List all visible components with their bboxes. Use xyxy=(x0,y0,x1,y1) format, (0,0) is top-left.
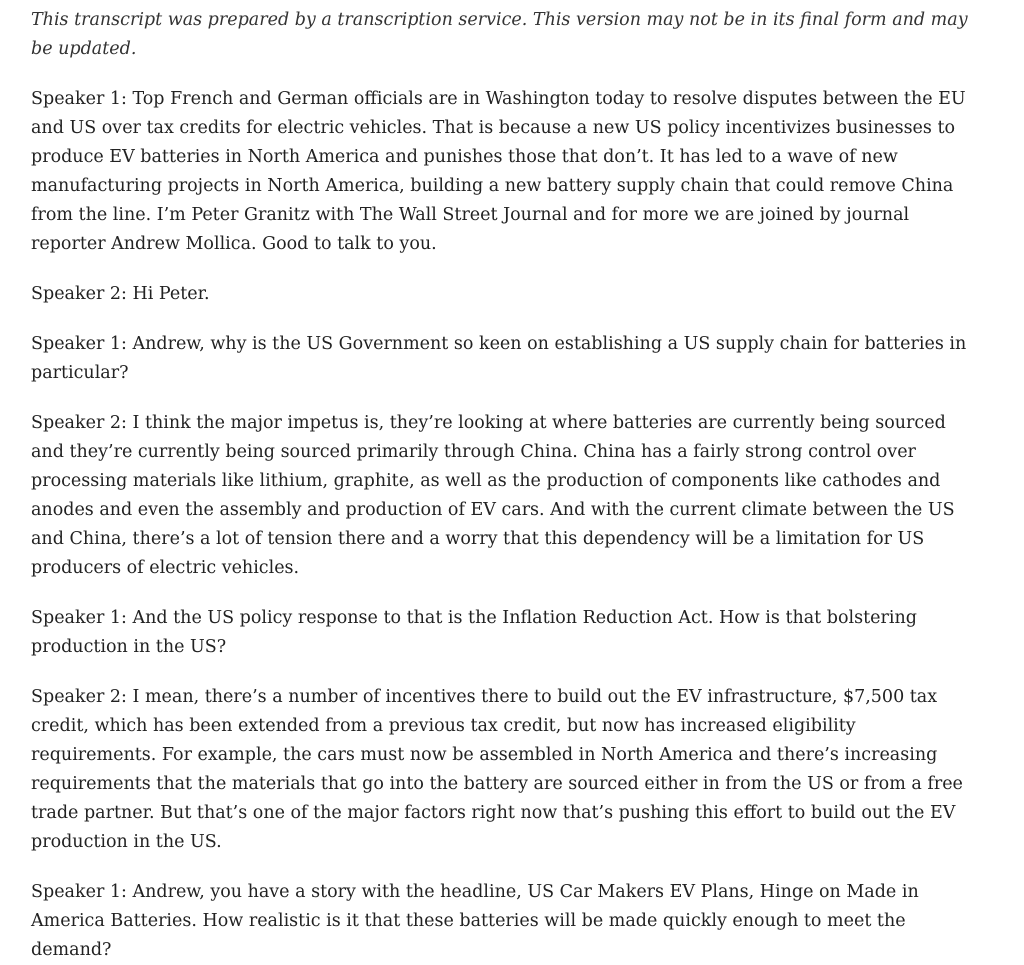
transcript-body xyxy=(31,6,979,965)
transcript-paragraph: Speaker 2: Hi Peter. xyxy=(31,284,210,304)
transcript-paragraph: Speaker 1: Andrew, you have a story with the headline, US Car Makers EV Plans, Hinge on Made in America Batteries. How realistic is it that these batteries will be made quickly enough to meet the demand? xyxy=(31,882,919,960)
transcript-paragraph: Speaker 1: Top French and German officials are in Washington today to resolve disputes between the EU and US over tax credits for electric vehicles. That is because a new US policy incentivizes businesses to produce EV batteries in North America and punishes those that don’t. It has led to a wave of new manufacturing projects in North America, building a new battery supply chain that could remove China from the line. I’m Peter Granitz with The Wall Street Journal and for more we are joined by journal reporter Andrew Mollica. Good to talk to you. xyxy=(31,89,966,254)
transcript-paragraph: Speaker 2: I mean, there’s a number of incentives there to build out the EV infrastructure, $7,500 tax credit, which has been extended from a previous tax credit, but now has increased eligibility requirements. For example, the cars must now be assembled in North America and there’s increasing requirements that the materials that go into the battery are sourced either in from the US or from a free trade partner. But that’s one of the major factors right now that’s pushing this effort to build out the EV production in the US. xyxy=(31,687,963,852)
transcript-paragraph: Speaker 2: I think the major impetus is, they’re looking at where batteries are currently being sourced and they’re currently being sourced primarily through China. China has a fairly strong control over processing materials like lithium, graphite, as well as the production of components like cathodes and anodes and even the assembly and production of EV cars. And with the current climate between the US and China, there’s a lot of tension there and a worry that this dependency will be a limitation for US producers of electric vehicles. xyxy=(31,413,955,578)
transcript-disclaimer: This transcript was prepared by a transcription service. This version may not be in its final form and may be updated. xyxy=(31,10,968,59)
transcript-paragraph: Speaker 1: And the US policy response to that is the Inflation Reduction Act. How is that bolstering production in the US? xyxy=(31,608,917,657)
transcript-paragraph: Speaker 1: Andrew, why is the US Government so keen on establishing a US supply chain for batteries in particular? xyxy=(31,334,967,383)
